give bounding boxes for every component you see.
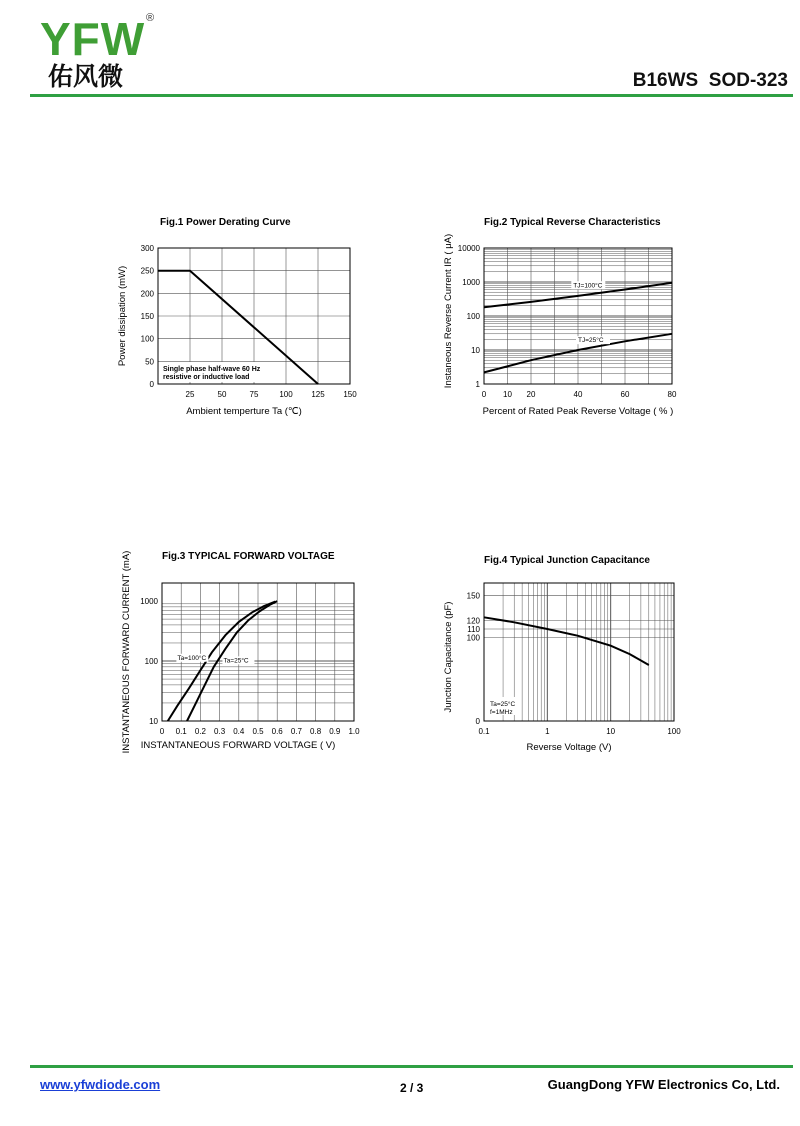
- chart-note: f=1MHz: [490, 709, 513, 716]
- y-axis-label: INSTANTANEOUS FORWARD CURRENT (mA): [121, 550, 132, 754]
- y-tick-label: 150: [466, 591, 480, 601]
- y-axis-label: Instaneous Reverse Current IR ( μA): [443, 233, 454, 389]
- y-tick-label: 120: [466, 616, 480, 626]
- x-tick-label: 150: [343, 390, 357, 399]
- chart-note: Ta=25°C: [490, 701, 516, 708]
- x-tick-label: 75: [249, 390, 259, 399]
- x-tick-label: 100: [667, 727, 681, 736]
- y-tick-label: 0: [149, 380, 154, 389]
- y-tick-label: 10: [471, 346, 480, 355]
- chart-title: Fig.2 Typical Reverse Characteristics: [484, 217, 661, 228]
- website-link[interactable]: www.yfwdiode.com: [40, 1077, 161, 1092]
- y-axis-label: Junction Capacitance (pF): [443, 601, 454, 713]
- x-tick-label: 0: [481, 390, 487, 399]
- y-tick-label: 200: [140, 289, 154, 299]
- x-axis-label: INSTANTANEOUS FORWARD VOLTAGE ( V): [140, 740, 336, 751]
- logo-text: YFW: [40, 13, 146, 65]
- registered-mark: ®: [146, 12, 155, 24]
- y-tick-label: 50: [145, 357, 154, 367]
- chart-title: Fig.1 Power Derating Curve: [160, 217, 291, 228]
- x-tick-label: 0.5: [252, 727, 264, 736]
- x-tick-label: 0.1: [175, 727, 187, 736]
- junction-capacitance-chart: [440, 545, 700, 760]
- x-tick-label: 0.6: [271, 727, 283, 736]
- x-tick-label: 80: [667, 390, 677, 399]
- x-tick-label: 50: [217, 390, 227, 399]
- forward-voltage-chart: [118, 545, 378, 760]
- chart-title: Fig.4 Typical Junction Capacitance: [484, 555, 650, 566]
- x-tick-label: 0.3: [214, 727, 226, 736]
- y-tick-label: 110: [467, 625, 480, 634]
- footer-divider: [30, 1065, 793, 1068]
- y-tick-label: 150: [140, 312, 154, 321]
- y-tick-label: 100: [140, 334, 154, 344]
- y-tick-label: 100: [466, 312, 480, 321]
- chart-note: resistive or inductive load: [163, 374, 250, 381]
- x-tick-label: 0.2: [194, 727, 206, 736]
- x-tick-label: 125: [311, 390, 325, 399]
- x-tick-label: 0.1: [478, 727, 490, 736]
- x-tick-label: 10: [606, 727, 616, 736]
- y-tick-label: 100: [466, 633, 480, 643]
- x-tick-label: 0.7: [290, 727, 302, 736]
- company-name: GuangDong YFW Electronics Co, Ltd.: [547, 1077, 780, 1092]
- x-tick-label: 10: [503, 390, 512, 399]
- series-label: TJ=100°C: [573, 282, 603, 290]
- y-tick-label: 10: [149, 717, 158, 726]
- y-tick-label: 1: [475, 380, 480, 389]
- series-label: TJ=25°C: [578, 337, 604, 345]
- y-tick-label: 100: [144, 657, 158, 667]
- x-tick-label: 60: [620, 390, 630, 399]
- power-derating-chart: [110, 210, 370, 425]
- reverse-characteristics-chart: [440, 210, 700, 425]
- series-label: Ta=100°C: [177, 654, 207, 662]
- chart-note: Single phase half-wave 60 Hz: [163, 366, 261, 373]
- x-tick-label: 0.8: [310, 727, 322, 736]
- x-tick-label: 1.0: [348, 727, 360, 736]
- x-tick-label: 0.9: [329, 727, 341, 736]
- x-axis-label: Percent of Rated Peak Reverse Voltage ( % ): [482, 406, 674, 417]
- series-label: Ta=25°C: [223, 657, 249, 665]
- page-number: 2 / 3: [400, 1081, 424, 1095]
- x-axis-label: Ambient temperture Ta (℃): [186, 406, 302, 417]
- header-divider: [30, 94, 793, 97]
- document-title: B16WS SOD-323: [632, 70, 788, 91]
- x-tick-label: 20: [526, 390, 536, 399]
- y-tick-label: 300: [140, 244, 154, 253]
- x-tick-label: 100: [279, 390, 293, 399]
- y-tick-label: 250: [140, 266, 154, 276]
- x-tick-label: 25: [185, 390, 195, 399]
- company-logo: [40, 12, 170, 94]
- y-axis-label: Power dissipation (mW): [117, 265, 128, 367]
- chart-title: Fig.3 TYPICAL FORWARD VOLTAGE: [162, 551, 335, 562]
- x-tick-label: 0.4: [233, 727, 245, 736]
- x-tick-label: 40: [573, 390, 583, 399]
- y-tick-label: 0: [475, 717, 480, 726]
- y-tick-label: 1000: [140, 597, 158, 607]
- x-axis-label: Reverse Voltage (V): [526, 742, 612, 753]
- x-tick-label: 1: [545, 727, 550, 736]
- y-tick-label: 1000: [462, 278, 480, 287]
- x-tick-label: 0: [159, 727, 165, 736]
- logo-chinese-text: 佑风微: [48, 62, 124, 91]
- y-tick-label: 10000: [457, 244, 480, 253]
